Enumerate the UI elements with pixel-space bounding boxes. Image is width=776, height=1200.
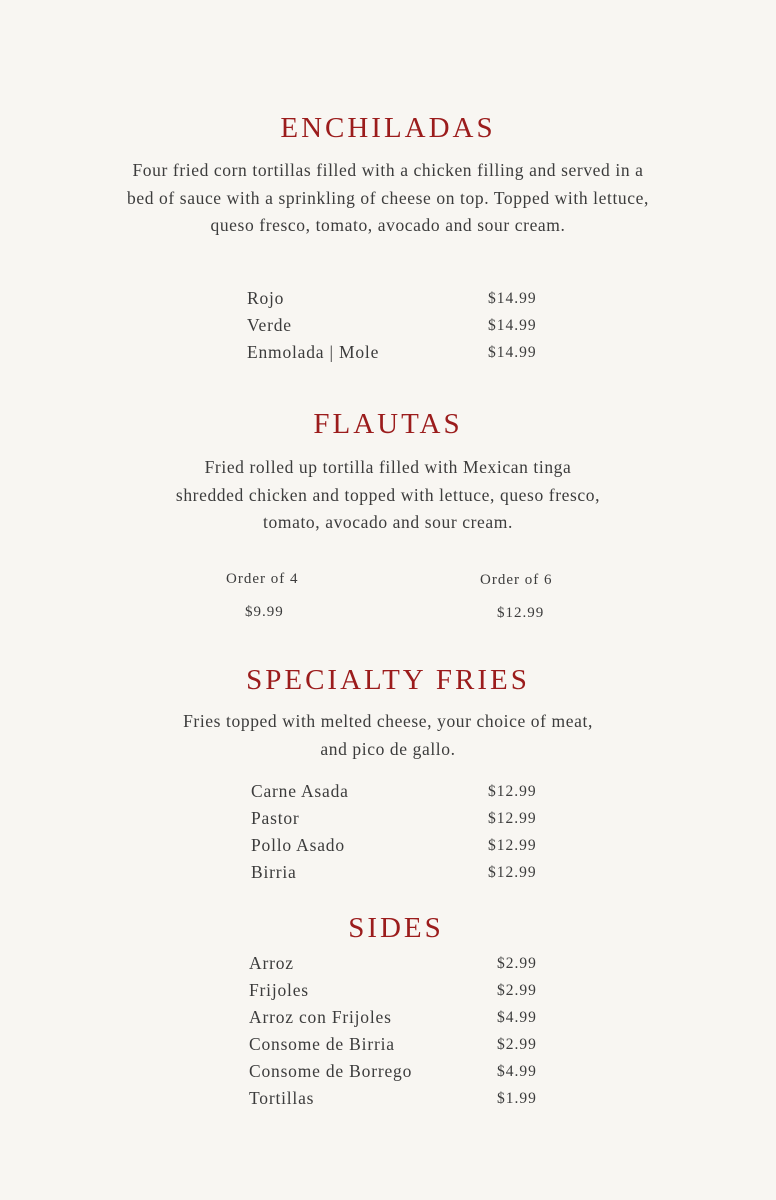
item-name: Frijoles xyxy=(249,980,309,1000)
item-name: Birria xyxy=(251,862,297,882)
item-name: Carne Asada xyxy=(251,781,349,801)
flautas-option-label: Order of 4 xyxy=(226,571,299,587)
item-price: $4.99 xyxy=(497,1009,537,1026)
menu-item xyxy=(251,805,551,832)
item-price: $14.99 xyxy=(488,344,537,361)
item-name: Arroz xyxy=(249,953,294,973)
menu-item xyxy=(249,1031,549,1058)
item-name: Pollo Asado xyxy=(251,835,345,855)
item-price: $2.99 xyxy=(497,982,537,999)
item-price: $2.99 xyxy=(497,955,537,972)
item-price: $12.99 xyxy=(488,837,537,854)
flautas-heading: FLAUTAS xyxy=(313,408,463,440)
item-name: Tortillas xyxy=(249,1088,315,1108)
specialty-fries-description: Fries topped with melted cheese, your choice of meat, and pico de gallo. xyxy=(183,711,593,759)
menu-item xyxy=(247,285,547,312)
item-price: $12.99 xyxy=(488,783,537,800)
item-price: $12.99 xyxy=(488,864,537,881)
item-name: Arroz con Frijoles xyxy=(249,1007,392,1027)
menu-item xyxy=(249,1085,549,1112)
item-price: $12.99 xyxy=(488,810,537,827)
menu-item xyxy=(247,339,547,366)
flautas-option-price: $12.99 xyxy=(497,605,545,621)
enchiladas-description: Four fried corn tortillas filled with a chicken filling and served in a bed of sauce with a sprinkling of cheese on top. Topped with lettuce, queso fresco, tomato, avocado and sour cream. xyxy=(127,160,649,235)
menu-item xyxy=(247,312,547,339)
item-name: Pastor xyxy=(251,808,300,828)
item-name: Consome de Birria xyxy=(249,1034,395,1054)
enchiladas-heading: ENCHILADAS xyxy=(280,112,496,144)
menu-item xyxy=(251,832,551,859)
item-name: Consome de Borrego xyxy=(249,1061,413,1081)
menu-item xyxy=(249,950,549,977)
item-name: Verde xyxy=(247,315,292,335)
menu-item xyxy=(251,859,551,886)
flautas-option-price: $9.99 xyxy=(245,604,284,620)
item-price: $1.99 xyxy=(497,1090,537,1107)
sides-heading: SIDES xyxy=(348,912,444,944)
item-price: $4.99 xyxy=(497,1063,537,1080)
item-name: Rojo xyxy=(247,288,285,308)
item-price: $2.99 xyxy=(497,1036,537,1053)
item-price: $14.99 xyxy=(488,317,537,334)
menu-item xyxy=(249,977,549,1004)
menu-item xyxy=(251,778,551,805)
item-price: $14.99 xyxy=(488,290,537,307)
menu-item xyxy=(249,1058,549,1085)
specialty-fries-heading: SPECIALTY FRIES xyxy=(246,664,530,696)
menu-item xyxy=(249,1004,549,1031)
flautas-option-label: Order of 6 xyxy=(480,572,553,588)
item-name: Enmolada | Mole xyxy=(247,342,380,362)
flautas-description: Fried rolled up tortilla filled with Mexican tinga shredded chicken and topped with lettuce, queso fresco, tomato, avocado and sour cream. xyxy=(175,457,601,532)
